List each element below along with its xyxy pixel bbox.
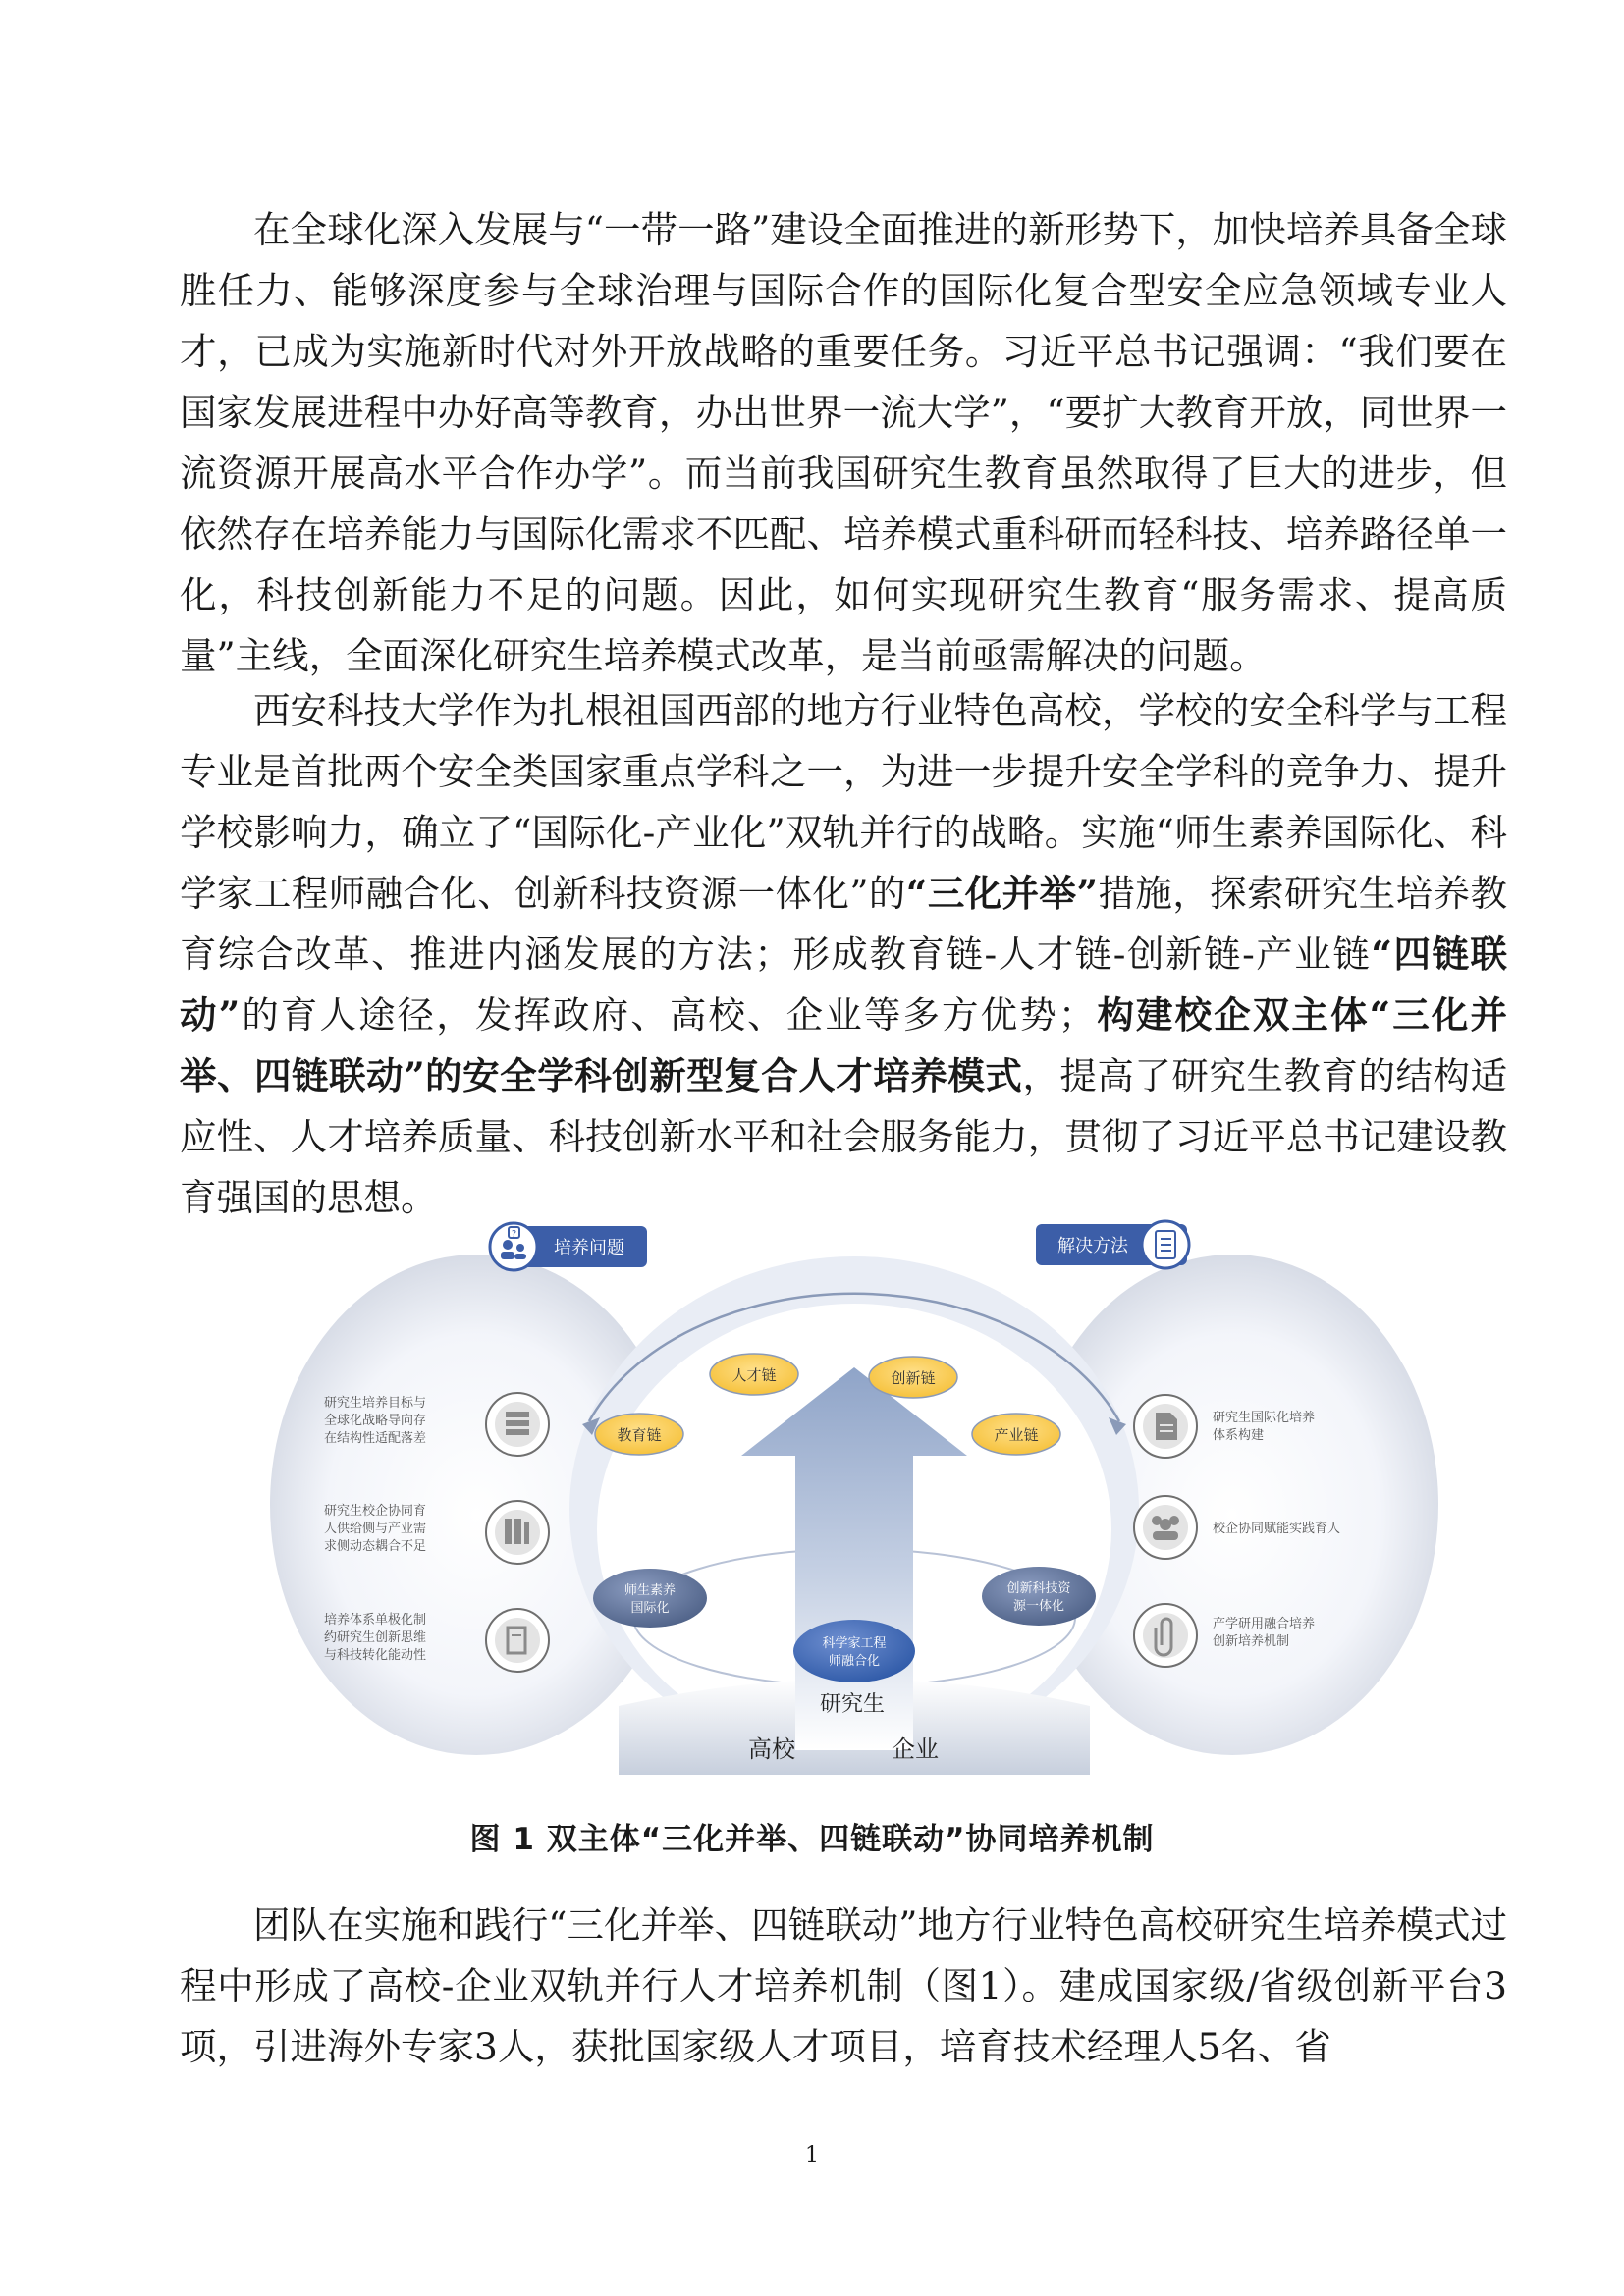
svg-text:产业链: 产业链	[994, 1426, 1039, 1444]
svg-text:教育链: 教育链	[617, 1426, 662, 1444]
left-header-label: 培养问题	[554, 1238, 624, 1258]
center-label-student: 研究生	[819, 1692, 886, 1717]
right-header-label: 解决方法	[1057, 1236, 1128, 1256]
svg-text:研究生培养目标与 全球化战略导向存: 研究生培养目标与 全球化战略导向存 在结构性适配落差	[324, 1396, 427, 1446]
intro-paragraph: 在全球化深入发展与“一带一路”建设全面推进的新形势下，加快培养具备全球胜任力、能够深度参与全球治理与国际合作的国际化复合型安全应急领域专业人才，已成为实施新时代对外开放战略的重要任务。习近平总书记强调：“我们要在国家发展进程中办好高等教育，办出世界一流大学”，“要扩大教育开放，同世界一流资源开展高水平合作办学”。而当前我国研究生教育虽然取得了巨大的进步，但依然存在培养能力与国际化需求不匹配、培养模式重科研而轻科技、培养路径单一化，科技创新能力不足的问题。因此，如何实现研究生教育“服务需求、提高质量”主线，全面深化研究生培养模式改革，是当前亟需解决的问题。	[180, 208, 1507, 677]
svg-text:人才链: 人才链	[731, 1366, 777, 1384]
svg-text:产学研用融合培养 创新培养机制: 产学研用融合培养 创新培养机制	[1213, 1617, 1316, 1649]
svg-text:研究生校企协同育 人供给侧与产业需: 研究生校企协同育 人供给侧与产业需 求侧动态耦合不足	[324, 1504, 427, 1554]
svg-text:创新链: 创新链	[891, 1369, 936, 1387]
svg-text:科学家工程: 科学家工程	[822, 1636, 887, 1651]
oval-resources	[982, 1567, 1096, 1626]
chain-innovation	[869, 1357, 957, 1398]
p2-bold-four: “四链联动”	[180, 933, 1507, 1037]
p2-text-4: ，提高了研究生教育的结构适应性、人才培养质量、科技创新水平和社会服务能力，贯彻了习近平总书记建设教育强国的思想。	[180, 1054, 1508, 1219]
svg-text:师融合化: 师融合化	[828, 1654, 881, 1669]
mechanism-figure	[260, 1215, 1448, 1775]
p2-bold-three: “三化并举”	[905, 872, 1099, 915]
base-label-university: 高校	[748, 1735, 795, 1763]
svg-text:培养体系单极化制 约研究生创新思维: 培养体系单极化制 约研究生创新思维 与科技转化能动性	[324, 1613, 427, 1663]
base-label-enterprise: 企业	[892, 1735, 939, 1763]
p2-text-3: 的育人途径，发挥政府、高校、企业等多方优势；	[240, 993, 1096, 1037]
p2-text-2: 措施，探索研究生培养教育综合改革、推进内涵发展的方法；形成教育链-人才链-创新链-产业链	[180, 872, 1508, 976]
file-icon	[1156, 1413, 1177, 1440]
oval-internationalization	[593, 1569, 707, 1628]
svg-text:师生素养: 师生素养	[623, 1583, 677, 1598]
p2-text-1: 西安科技大学作为扎根祖国西部的地方行业特色高校，学校的安全科学与工程专业是首批两个安全类国家重点学科之一，为进一步提升安全学科的竞争力、提升学校影响力，确立了“国际化-产业化”双轨并行的战略。实施“师生素养国际化、科学家工程师融合化、创新科技资源一体化”的	[180, 689, 1507, 915]
books-icon	[506, 1412, 529, 1435]
svg-text:研究生国际化培养 体系构建: 研究生国际化培养 体系构建	[1213, 1411, 1316, 1443]
svg-text:源一体化: 源一体化	[1012, 1599, 1065, 1614]
page-number: 1	[805, 2143, 819, 2167]
chain-industry	[972, 1414, 1060, 1455]
chain-education	[595, 1414, 683, 1455]
results-paragraph: 团队在实施和践行“三化并举、四链联动”地方行业特色高校研究生培养模式过程中形成了高校-企业双轨并行人才培养机制（图1）。建成国家级/省级创新平台3项，引进海外专家3人，获批国家级人才项目，培育技术经理人5名、省	[180, 1903, 1507, 2068]
chain-talent	[710, 1354, 798, 1395]
svg-text:国际化: 国际化	[630, 1601, 670, 1616]
oval-integration	[793, 1620, 915, 1682]
figure-caption: 图 1 双主体“三化并举、四链联动”协同培养机制	[469, 1822, 1155, 1857]
svg-text:创新科技资: 创新科技资	[1006, 1581, 1071, 1596]
university-paragraph	[180, 680, 1507, 1228]
right-header	[1036, 1221, 1189, 1268]
svg-text:校企协同赋能实践育人: 校企协同赋能实践育人	[1213, 1522, 1341, 1536]
svg-text:?: ?	[511, 1229, 517, 1240]
left-header	[490, 1223, 647, 1270]
p2-bold-model: 构建校企双主体“三化并举、四链联动”的安全学科创新型复合人才培养模式	[180, 993, 1507, 1097]
